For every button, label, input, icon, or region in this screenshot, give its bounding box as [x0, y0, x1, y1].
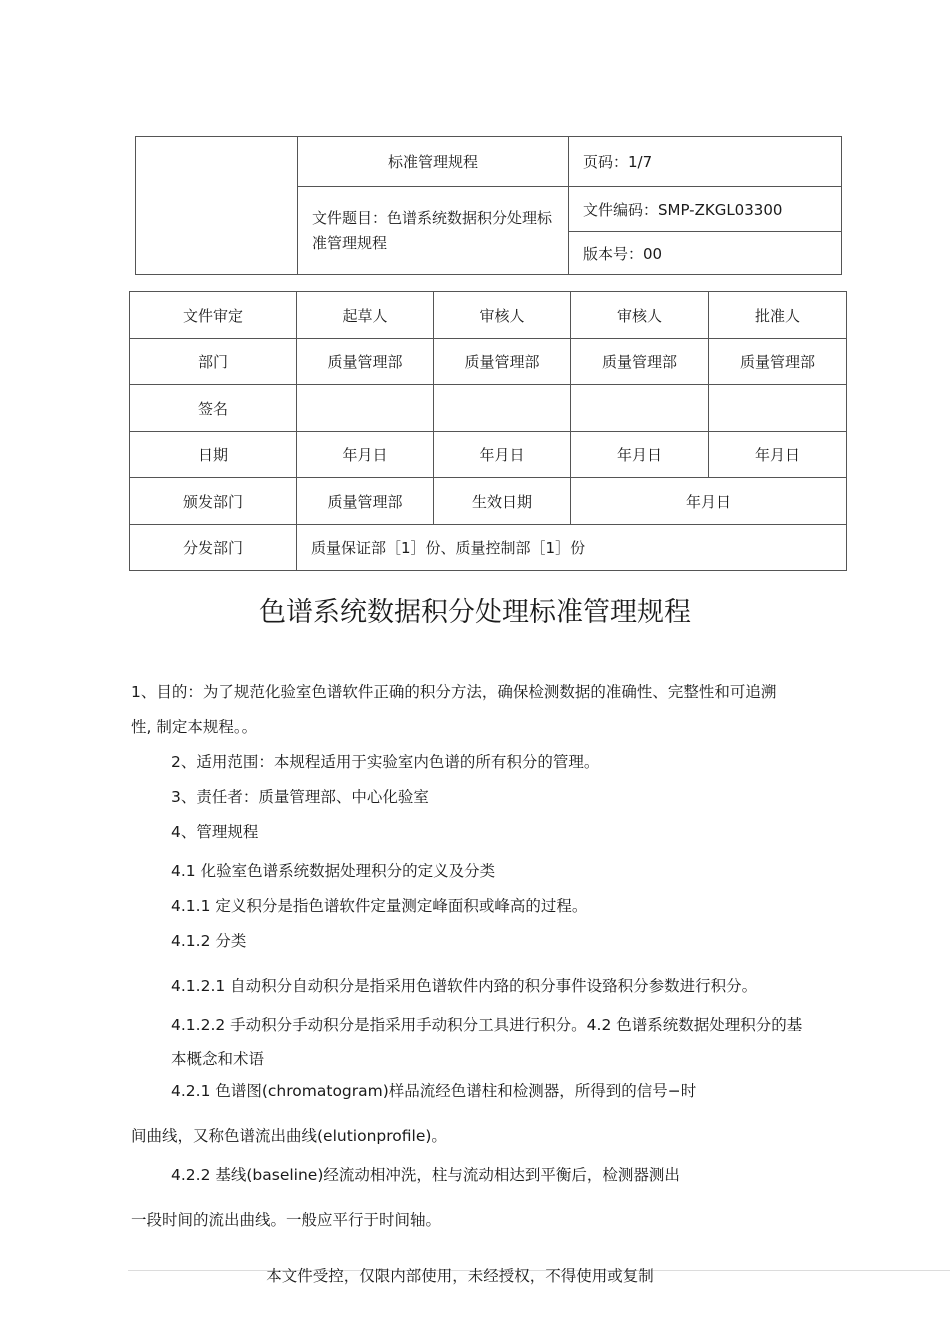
responsibility-paragraph: 3、责任者：质量管理部、中心化验室	[171, 788, 429, 806]
subsection-heading: 4.1 化验室色谱系统数据处理积分的定义及分类	[171, 862, 496, 880]
date-cell: 年月日	[297, 432, 434, 478]
footer-notice: 本文件受控，仅限内部使用，未经授权，不得使用或复制	[266, 1267, 654, 1285]
auto-integration-paragraph: 4.1.2.1 自动积分自动积分是指采用色谱软件内臵的积分事件设臵积分参数进行积分。	[171, 977, 758, 995]
sign-label-cell: 签名	[130, 385, 297, 432]
purpose-line-2: 性, 制定本规程。。	[131, 718, 258, 736]
section-heading: 4、管理规程	[171, 823, 259, 841]
table-row	[130, 339, 847, 385]
effective-date-cell: 年月日	[571, 478, 847, 525]
dept-cell: 质量管理部	[571, 339, 709, 385]
scope-paragraph: 2、适用范围：本规程适用于实验室内色谱的所有积分的管理。	[171, 753, 600, 771]
signature-cell	[434, 385, 571, 432]
page-number-cell: 页码：1/7	[569, 137, 842, 187]
distribution-cell: 质量保证部［1］份、质量控制部［1］份	[297, 525, 847, 571]
issue-label-cell: 颁发部门	[130, 478, 297, 525]
document-title: 色谱系统数据积分处理标准管理规程	[259, 597, 691, 628]
subject-cell: 文件题目：色谱系统数据积分处理标准管理规程	[298, 187, 569, 275]
manual-integration-line-2: 本概念和术语	[171, 1050, 265, 1068]
classification-heading: 4.1.2 分类	[171, 932, 247, 950]
effective-date-label-cell: 生效日期	[434, 478, 571, 525]
date-cell: 年月日	[434, 432, 571, 478]
table-row	[130, 525, 847, 571]
table-row	[130, 292, 847, 339]
signature-cell	[709, 385, 847, 432]
chromatogram-line-2: 间曲线，又称色谱流出曲线(elutionprofile)。	[131, 1127, 447, 1145]
logo-cell	[136, 137, 298, 275]
manual-integration-line-1: 4.1.2.2 手动积分手动积分是指采用手动积分工具进行积分。4.2 色谱系统数据处理积分的基	[171, 1016, 803, 1034]
baseline-line-2: 一段时间的流出曲线。一般应平行于时间轴。	[131, 1211, 442, 1229]
distribution-label-cell: 分发部门	[130, 525, 297, 571]
header-cell: 审核人	[571, 292, 709, 339]
table-row	[130, 478, 847, 525]
header-cell: 批准人	[709, 292, 847, 339]
date-label-cell: 日期	[130, 432, 297, 478]
doc-code-cell: 文件编码：SMP-ZKGL03300	[569, 187, 842, 232]
definition-paragraph: 4.1.1 定义积分是指色谱软件定量测定峰面积或峰高的过程。	[171, 897, 588, 915]
header-cell: 文件审定	[130, 292, 297, 339]
header-cell: 审核人	[434, 292, 571, 339]
dept-label-cell: 部门	[130, 339, 297, 385]
date-cell: 年月日	[709, 432, 847, 478]
dept-cell: 质量管理部	[434, 339, 571, 385]
approval-table	[129, 291, 847, 571]
dept-cell: 质量管理部	[297, 339, 434, 385]
signature-cell	[297, 385, 434, 432]
date-cell: 年月日	[571, 432, 709, 478]
purpose-line-1: 1、目的：为了规范化验室色谱软件正确的积分方法，确保检测数据的准确性、完整性和可追溯	[131, 683, 777, 701]
dept-cell: 质量管理部	[709, 339, 847, 385]
table-row	[130, 385, 847, 432]
doc-type-cell: 标准管理规程	[298, 137, 569, 187]
signature-cell	[571, 385, 709, 432]
header-table	[135, 136, 842, 275]
chromatogram-line-1: 4.2.1 色谱图(chromatogram)样品流经色谱柱和检测器，所得到的信号−时	[171, 1082, 697, 1100]
table-row	[130, 432, 847, 478]
header-cell: 起草人	[297, 292, 434, 339]
version-cell: 版本号：00	[569, 232, 842, 275]
baseline-line-1: 4.2.2 基线(baseline)经流动相冲洗，柱与流动相达到平衡后，检测器测出	[171, 1166, 680, 1184]
issue-dept-cell: 质量管理部	[297, 478, 434, 525]
